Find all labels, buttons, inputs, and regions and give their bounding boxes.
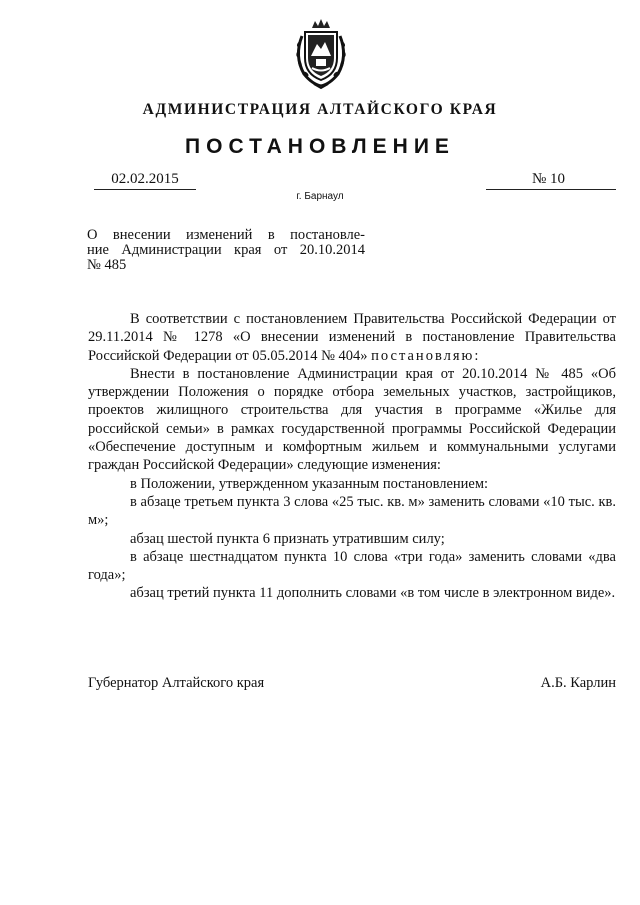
document-type-heading: ПОСТАНОВЛЕНИЕ <box>185 135 455 158</box>
body-paragraph-5: абзац шестой пункта 6 признать утратившим силу; <box>130 530 445 547</box>
document-date: 02.02.2015 <box>94 170 196 190</box>
subject-line-1: О внесении изменений в постановле- <box>87 227 365 243</box>
document-subject <box>87 228 365 273</box>
document-number: № 10 <box>486 170 616 190</box>
body-paragraph-3: в Положении, утвержденном указанным постановлением: <box>130 475 489 492</box>
coat-of-arms-icon <box>290 18 352 90</box>
body-paragraph-2: Внести в постановление Администрации края от 20.10.2014 № 485 «Об утверждении Положения о порядке отбора земельных участков, застройщиков, проектов жилищного строительства для участия в программе «Жилье для российской семьи» в рамках государственной программы Российской Федерации «Обеспечение доступным и комфортным жильем и коммунальными услугами граждан Российской Федерации» следующие изменения: <box>88 365 616 474</box>
organization-title: АДМИНИСТРАЦИЯ АЛТАЙСКОГО КРАЯ <box>142 101 498 118</box>
subject-line-3: № 485 <box>87 257 127 273</box>
document-body <box>88 310 616 603</box>
body-paragraph-7: абзац третий пункта 11 дополнить словами «в том числе в электронном виде». <box>130 585 616 602</box>
signatory-name: А.Б. Карлин <box>540 675 616 691</box>
decree-word: постановляю: <box>371 347 481 364</box>
signatory-position: Губернатор Алтайского края <box>88 675 265 691</box>
city-label: г. Барнаул <box>296 191 344 202</box>
body-paragraph-1 <box>88 310 616 365</box>
preamble-text: В соответствии с постановлением Правительства Российской Федерации от 29.11.2014 № 1278 «О внесении изменений в постановление Правительства Российской Федерации от 05.05.2014 № 404» <box>88 311 616 364</box>
body-paragraph-6: в абзаце шестнадцатом пункта 10 слова «три года» заменить словами «два года»; <box>88 548 616 584</box>
body-paragraph-4: в абзаце третьем пункта 3 слова «25 тыс. кв. м» заменить словами «10 тыс. кв. м»; <box>88 493 616 529</box>
subject-line-2: ние Администрации края от 20.10.2014 <box>87 242 365 258</box>
